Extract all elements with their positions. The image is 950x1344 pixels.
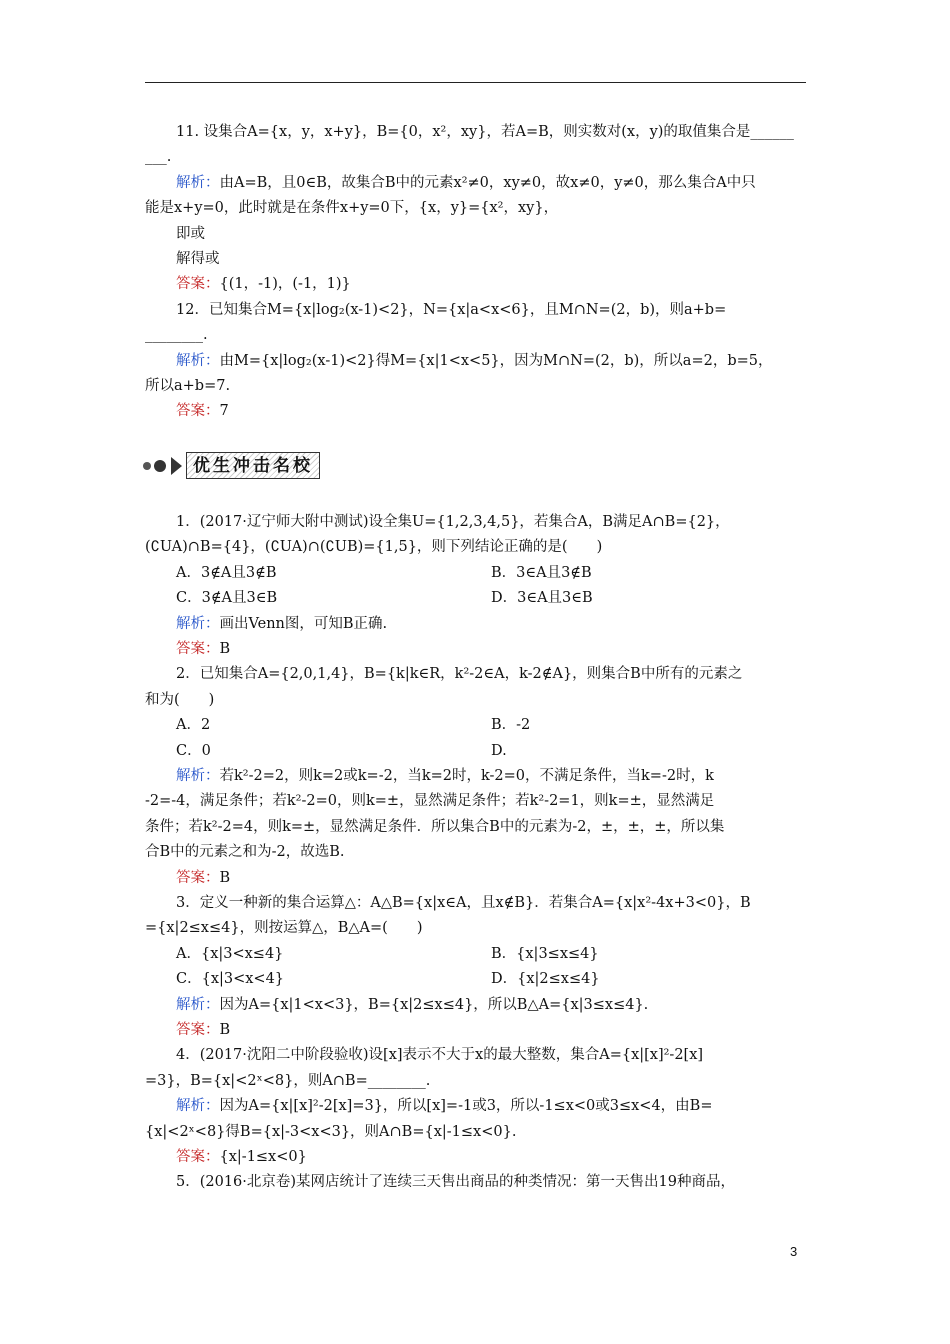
solution-label: 解析： <box>176 767 220 784</box>
header-rule <box>145 82 806 83</box>
problem-3-line-1: 3．定义一种新的集合运算△：A△B={x|x∈A，且x∉B}．若集合A={x|x²-4x+3<0}，B <box>176 894 751 911</box>
solution-3 <box>145 993 806 1018</box>
problem-3-options-row-2 <box>145 967 806 992</box>
page-number: 3 <box>790 1244 798 1259</box>
option-d: D．{x|2≤x≤4} <box>491 971 600 988</box>
solution-label: 解析： <box>176 1098 220 1115</box>
problem-1-line-2: (∁UA)∩B={4}，(∁UA)∩(∁UB)={1,5}，则下列结论正确的是( ) <box>145 539 603 556</box>
answer-text: B <box>219 640 231 657</box>
solution-4-line-1 <box>145 1094 806 1119</box>
solution-text: 画出Venn图，可知B正确. <box>219 615 388 632</box>
solution-label: 解析： <box>176 352 220 369</box>
answer-text: {(1，-1)，(-1，1)} <box>219 276 351 293</box>
bullet-dots-icon <box>143 457 182 475</box>
problem-2-line-1: 2．已知集合A={2,0,1,4}，B={k|k∈R，k²-2∈A，k-2∉A}，则集合B中所有的元素之 <box>176 666 743 683</box>
question-11-line-1: 11. 设集合A={x，y，x+y}，B={0，x²，xy}，若A=B，则实数对(x，y)的取值集合是______ <box>176 124 794 140</box>
solution-2-line-3: 条件；若k²-2=4，则k=±，显然满足条件．所以集合B中的元素为-2，±，±，±，所以集 <box>145 818 725 835</box>
problem-2-line-2: 和为( ) <box>145 691 215 708</box>
answer-label: 答案： <box>176 869 220 886</box>
solution-12-line-1 <box>145 349 806 374</box>
option-c: C．3∉A且3∈B <box>176 590 278 607</box>
option-b: B．-2 <box>491 717 531 734</box>
question-12-line-2: ________. <box>145 327 208 344</box>
answer-4 <box>145 1145 806 1170</box>
solution-1 <box>145 612 806 637</box>
solution-text: 因为A={x|[x]²-2[x]=3}，所以[x]=-1或3，所以-1≤x<0或3≤x<4，由B= <box>219 1098 713 1115</box>
answer-11 <box>145 272 806 297</box>
problem-4-line-1: 4．(2017·沈阳二中阶段验收)设[x]表示不大于x的最大整数，集合A={x|[x]²-2[x] <box>176 1047 704 1064</box>
solution-11-line-1 <box>145 171 806 196</box>
answer-2 <box>145 866 806 891</box>
question-11-line-2: ___. <box>145 149 172 166</box>
section-heading <box>143 450 806 482</box>
option-b: B．3∈A且3∉B <box>491 564 592 581</box>
option-d: D．3∈A且3∈B <box>491 590 593 607</box>
solution-2-line-2: -2=-4，满足条件；若k²-2=0，则k=±，显然满足条件；若k²-2=1，则k=±，显然满足 <box>145 793 715 810</box>
solution-12-line-2: 所以a+b=7. <box>145 378 231 395</box>
problem-2-options-row-2 <box>145 739 806 764</box>
answer-1 <box>145 637 806 662</box>
option-a: A．2 <box>176 717 211 734</box>
solution-label: 解析： <box>176 615 220 632</box>
option-b: B．{x|3≤x≤4} <box>491 945 599 962</box>
problem-1-options-row-2 <box>145 586 806 611</box>
option-a: A．{x|3<x≤4} <box>176 945 284 962</box>
answer-text: B <box>219 1022 231 1038</box>
answer-12 <box>145 399 806 424</box>
answer-label: 答案： <box>176 276 220 293</box>
solution-11-line-3: 即或 <box>176 225 205 242</box>
problem-3-options-row-1 <box>145 942 806 967</box>
solution-text: 由M={x|log₂(x-1)<2}得M={x|1<x<5}，因为M∩N=(2，b)，所以a=2，b=5， <box>219 352 773 369</box>
answer-text: 7 <box>219 403 229 420</box>
option-a: A．3∉A且3∉B <box>176 564 277 581</box>
solution-2-line-1 <box>145 764 806 789</box>
question-12-line-1: 12．已知集合M={x|log₂(x-1)<2}，N={x|a<x<6}，且M∩N=(2，b)，则a+b= <box>176 301 727 318</box>
problem-4-line-2: =3}，B={x|<2ˣ<8}，则A∩B=________. <box>145 1072 431 1089</box>
answer-label: 答案： <box>176 1022 220 1038</box>
document-body <box>145 120 806 1196</box>
answer-3 <box>145 1018 806 1043</box>
option-d: D. <box>491 742 507 759</box>
solution-11-line-4: 解得或 <box>176 251 220 268</box>
problem-3-line-2: ={x|2≤x≤4}，则按运算△，B△A=( ) <box>145 920 423 937</box>
option-c: C．0 <box>176 742 211 759</box>
problem-5-line-1: 5．(2016·北京卷)某网店统计了连续三天售出商品的种类情况：第一天售出19种商品， <box>176 1174 735 1191</box>
problem-1-line-1: 1．(2017·辽宁师大附中测试)设全集U={1,2,3,4,5}，若集合A，B满足A∩B={2}， <box>176 513 730 530</box>
solution-text: 因为A={x|1<x<3}，B={x|2≤x≤4}，所以B△A={x|3≤x≤4}. <box>219 996 649 1013</box>
answer-text: B <box>219 869 231 886</box>
solution-4-line-2: {x|<2ˣ<8}得B={x|-3<x<3}，则A∩B={x|-1≤x<0}. <box>145 1123 517 1140</box>
answer-label: 答案： <box>176 403 220 420</box>
answer-label: 答案： <box>176 1149 220 1166</box>
solution-11-line-2: 能是x+y=0，此时就是在条件x+y=0下，{x，y}={x²，xy}， <box>145 200 559 217</box>
solution-2-line-4: 合B中的元素之和为-2，故选B. <box>145 844 345 861</box>
option-c: C．{x|3<x<4} <box>176 971 285 988</box>
answer-text: {x|-1≤x<0} <box>219 1149 307 1166</box>
solution-label: 解析： <box>176 996 220 1013</box>
solution-text: 若k²-2=2，则k=2或k=-2，当k=2时，k-2=0，不满足条件，当k=-2时，k <box>219 767 714 784</box>
section-title: 优生冲击名校 <box>186 452 320 479</box>
solution-text: 由A=B，且0∈B，故集合B中的元素x²≠0，xy≠0，故x≠0，y≠0，那么集合A中只 <box>219 174 756 191</box>
problem-2-options-row-1 <box>145 713 806 738</box>
answer-label: 答案： <box>176 640 220 657</box>
solution-label: 解析： <box>176 174 220 191</box>
problem-1-options-row-1 <box>145 561 806 586</box>
